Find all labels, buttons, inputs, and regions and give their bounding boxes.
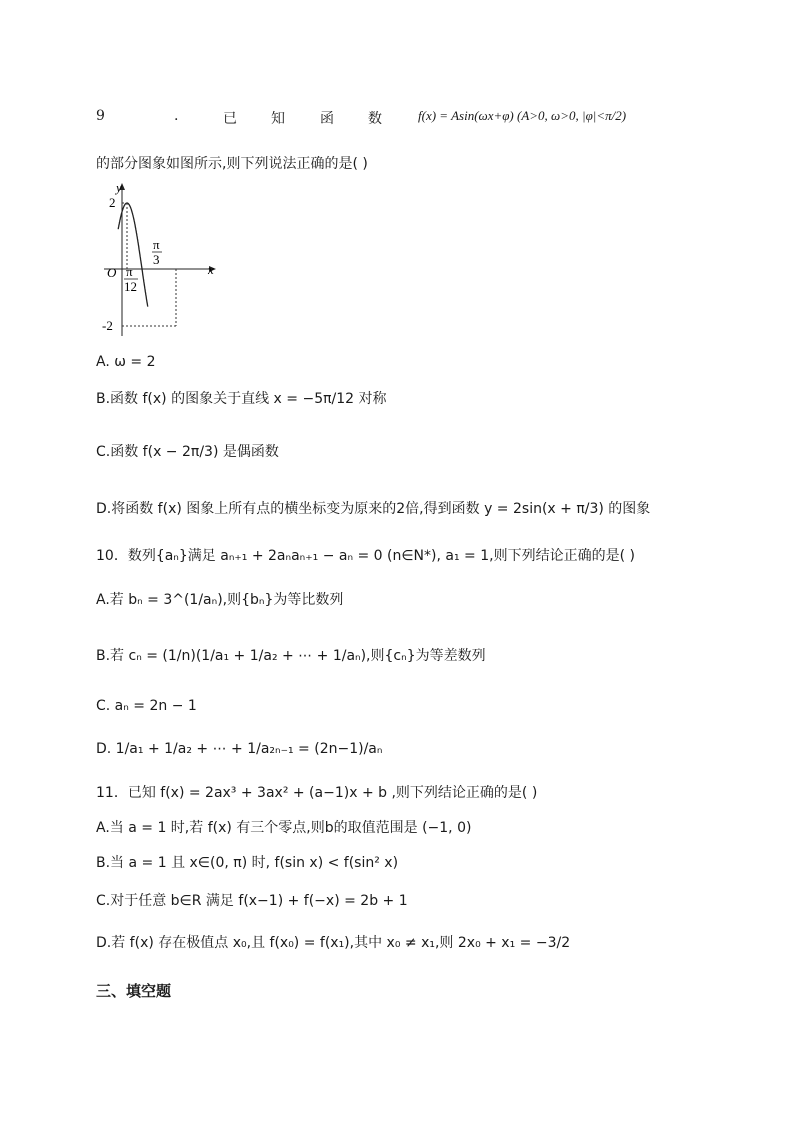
q9-option-d: D.将函数 f(x) 图象上所有点的横坐标变为原来的2倍,得到函数 y = 2sin(x + π/3) 的图象	[96, 501, 651, 517]
q10-option-b: B.若 cₙ = (1/n)(1/a₁ + 1/a₂ + ⋯ + 1/aₙ),则{cₙ}为等差数列	[96, 648, 486, 664]
q9-graph	[96, 180, 226, 340]
y-label: y	[116, 180, 122, 195]
q11-stem: 11．已知 f(x) = 2ax³ + 3ax² + (a−1)x + b ,则下列结论正确的是( )	[96, 785, 538, 801]
q9-dot: .	[174, 108, 179, 124]
q9-option-c: C.函数 f(x − 2π/3) 是偶函数	[96, 444, 279, 460]
q11-option-b: B.当 a = 1 且 x∈(0, π) 时, f(sin x) < f(sin² x)	[96, 855, 399, 871]
q10-option-d: D. 1/a₁ + 1/a₂ + ⋯ + 1/a₂ₙ₋₁ = (2n−1)/aₙ	[96, 741, 383, 757]
q9-stem-line2: 的部分图象如图所示,则下列说法正确的是( )	[96, 156, 368, 172]
tick1-den: 12	[124, 279, 137, 294]
q9-word-2: 知	[271, 111, 285, 127]
q9-word-3: 函	[320, 111, 334, 127]
q11-option-c: C.对于任意 b∈R 满足 f(x−1) + f(−x) = 2b + 1	[96, 893, 408, 909]
q11-option-d: D.若 f(x) 存在极值点 x₀,且 f(x₀) = f(x₁),其中 x₀ ≠ x₁,则 2x₀ + x₁ = −3/2	[96, 935, 571, 951]
x-label: x	[208, 262, 214, 277]
q9-word-4: 数	[368, 111, 382, 127]
max-label: 2	[109, 195, 116, 210]
sine-graph	[96, 180, 226, 340]
q9-number: 9	[96, 108, 105, 124]
q9-word-1: 已	[223, 111, 237, 127]
q9-formula: f(x) = Asin(ωx+φ) (A>0, ω>0, |φ|<π/2)	[418, 108, 627, 123]
q9-option-a: A. ω = 2	[96, 354, 156, 370]
tick2-num: π	[153, 237, 160, 252]
tick2-den: 3	[153, 252, 160, 267]
section-title: 三、填空题	[96, 982, 172, 1000]
q9-option-b: B.函数 f(x) 的图象关于直线 x = −5π/12 对称	[96, 391, 387, 407]
q11-option-a: A.当 a = 1 时,若 f(x) 有三个零点,则b的取值范围是 (−1, 0)	[96, 820, 472, 836]
q10-stem: 10．数列{aₙ}满足 aₙ₊₁ + 2aₙaₙ₊₁ − aₙ = 0 (n∈N*), a₁ = 1,则下列结论正确的是( )	[96, 548, 635, 564]
tick1-num: π	[126, 264, 133, 279]
q9-header	[96, 104, 716, 134]
q10-option-a: A.若 bₙ = 3^(1/aₙ),则{bₙ}为等比数列	[96, 592, 344, 608]
min-label: -2	[102, 318, 113, 333]
origin-label: O	[107, 265, 117, 280]
q10-option-c: C. aₙ = 2n − 1	[96, 698, 197, 714]
